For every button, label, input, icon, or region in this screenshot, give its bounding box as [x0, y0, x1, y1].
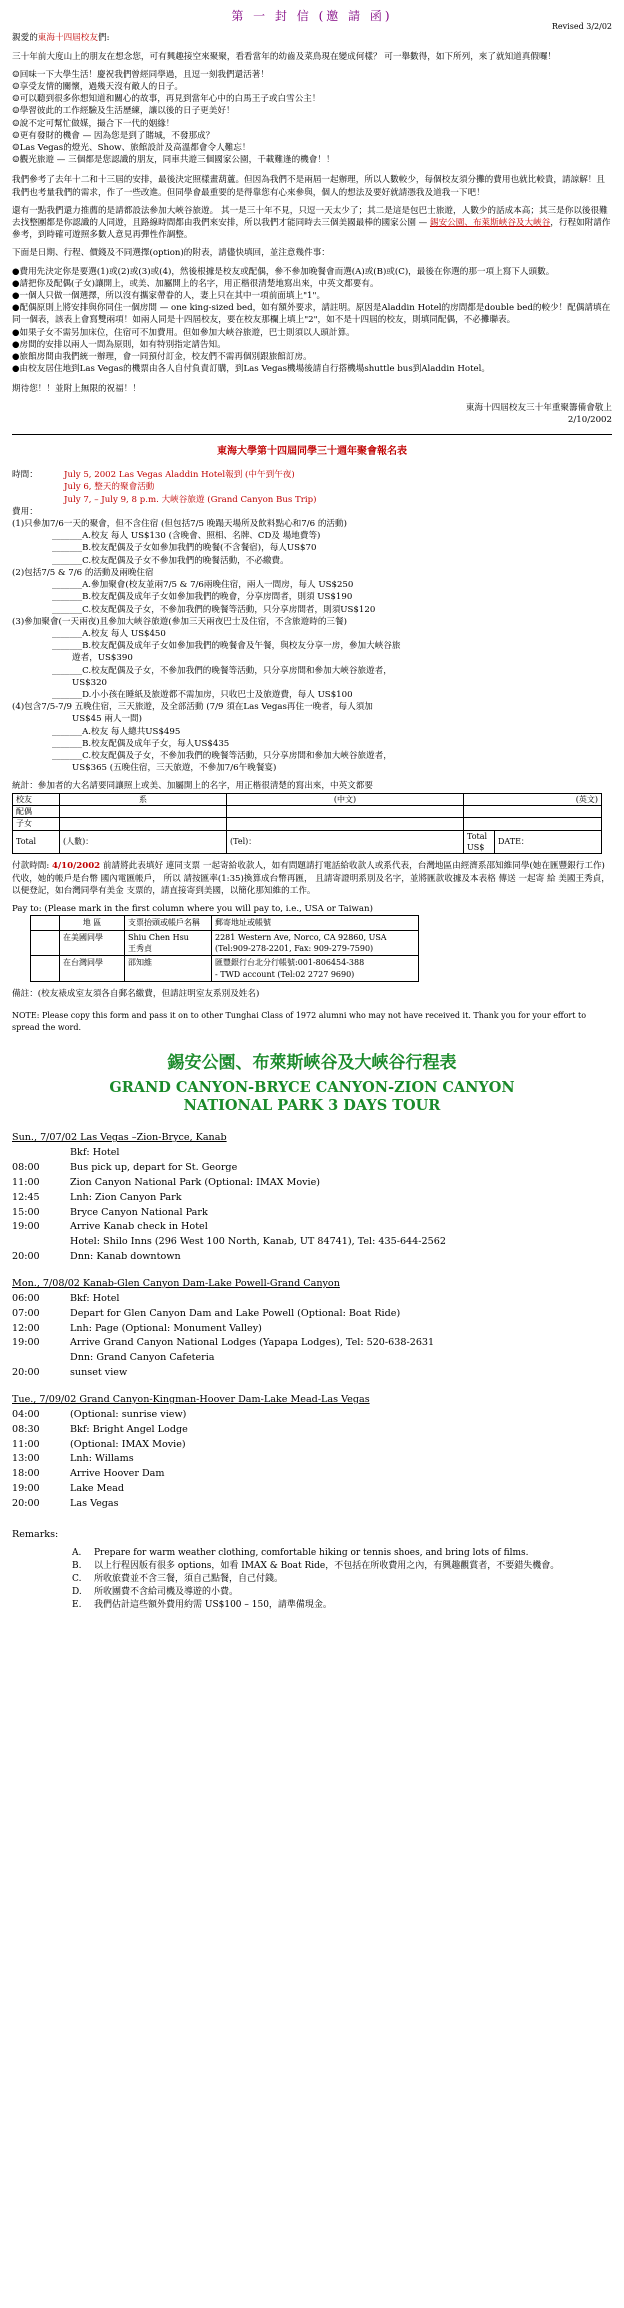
- payto-check-taiwan[interactable]: [31, 956, 60, 982]
- itinerary-row: [12, 1161, 612, 1176]
- itinerary-time: 06:00: [12, 1292, 40, 1304]
- table-cell: Shiu Chen Hsu 王秀貞: [125, 930, 212, 956]
- list-item: ☺說不定可幫忙做媒，撮合下一代的姻緣！: [12, 118, 175, 129]
- remark-item: [72, 1547, 612, 1560]
- itinerary-time: 11:00: [12, 1176, 40, 1188]
- table-cell: 配偶: [13, 805, 60, 817]
- remark-key: B.: [72, 1561, 82, 1572]
- itinerary-time: 20:00: [12, 1367, 40, 1379]
- list-item: ●旅館房間由我們統一辦理，會一同預付訂金，校友們不需再個別跟旅館訂房。: [12, 352, 312, 363]
- itinerary-activity: (Optional: sunrise view): [70, 1408, 187, 1420]
- itinerary-time: 19:00: [12, 1337, 40, 1349]
- paragraph-3-post: ，行程如附請作參考，到時確可遊照多數人意見再彈性作調整。: [12, 218, 611, 241]
- itinerary-activity: Bkf: Hotel: [70, 1292, 120, 1304]
- itinerary-activity: Lnh: Zion Canyon Park: [70, 1191, 182, 1203]
- itinerary-activity: Lnh: Willams: [70, 1453, 134, 1465]
- itinerary-row: [12, 1423, 612, 1438]
- page-title: 第 一 封 信 (邀 請 函): [231, 9, 393, 23]
- fee-line: _______A.校友 每人總共US$495: [52, 726, 181, 737]
- table-cell: [31, 916, 60, 930]
- note: NOTE: Please copy this form and pass it on to other Tunghai Class of 1972 alumni who may not have received it. Thank you for your effort to spread the word.: [12, 1011, 587, 1032]
- remarks-label: Remarks:: [12, 1528, 59, 1540]
- fee-list: [12, 518, 612, 774]
- remark-item: [72, 1586, 612, 1599]
- fee-line: _______B.校友配偶及成年子女如參加我們的晚餐會及午餐，與校友分享一房，參加大峽谷旅: [52, 641, 401, 652]
- list-item: ☺可以聽到很多你想知道和關心的故事，再見到當年心中的白馬王子或白雪公主！: [12, 94, 321, 105]
- list-item: ●配偶原則上將安排與你同住一個房間 — one king-sized bed，如有額外要求，請註明。原因是Aladdin Hotel的房間都是double bed的較少！配偶請填在同一個表，該表上會寫雙兩項！如兩人同是十四屆校友，要在校友那欄上填上"2"，如不是十四屆的校友，則填同配偶，不必攤聯表。: [12, 303, 611, 326]
- day-header: Tue., 7/09/02 Grand Canyon-Kingman-Hoover Dam-Lake Mead-Las Vegas: [12, 1394, 370, 1405]
- itinerary-activity: (Optional: IMAX Movie): [70, 1438, 186, 1450]
- itinerary: [12, 1131, 612, 1512]
- remark-text: 我們估計這些額外費用約需 US$100 – 150，請準備現金。: [94, 1599, 332, 1610]
- itinerary-time: [12, 1146, 70, 1161]
- itinerary-time: [12, 1351, 70, 1366]
- payto-label: Pay to: (Please mark in the first column where you will pay to, i.e., USA or Taiwan): [12, 903, 373, 914]
- list-item: ●由校友居住地到Las Vegas的機票由各人自付負責訂購，到Las Vegas機場後請自行搭機場shuttle bus到Aladdin Hotel。: [12, 364, 490, 375]
- itinerary-activity: Bkf: Hotel: [70, 1147, 120, 1159]
- fee-line: _______D.小小孩在睡紙及旅遊都不需加房，只收巴士及旅遊費，每人 US$100: [52, 689, 353, 700]
- itinerary-time: 04:00: [12, 1408, 40, 1420]
- itinerary-activity: Bkf: Bright Angel Lodge: [70, 1423, 188, 1435]
- list-item: ●費用先決定你是要選(1)或(2)或(3)或(4)，然後根據是校友或配偶，參不參加晚餐會而選(A)或(B)或(C)，最後在你選的那一項上寫下人頭數。: [12, 266, 555, 277]
- fee-line: _______B.校友配偶及成年子女，每人US$435: [52, 738, 230, 749]
- paragraph-4: 下面是日期、行程、價錢及不同選擇(option)的附表，請儘快填回，並注意幾件事：: [12, 248, 330, 259]
- fee-line: _______C.校友配偶及子女，不參加我們的晚餐等活動，只分享房間者，則須US$120: [52, 604, 376, 615]
- table-cell: 地 區: [60, 916, 125, 930]
- closing: 期待您！！並附上無限的祝福！！: [12, 384, 141, 395]
- itinerary-row: [12, 1336, 612, 1351]
- table-cell: 匯豐銀行台北分行帳號:001-806454-388 - TWD account (Tel:02 2727 9690): [212, 956, 419, 982]
- itinerary-row: [12, 1307, 612, 1322]
- itinerary-time: 15:00: [12, 1206, 40, 1218]
- fee-line: US$365 (五晚住宿，三天旅遊，不參加7/6午晚餐宴): [72, 763, 277, 774]
- fee-line: _______C.校友配偶及子女，不參加我們的晚餐等活動，只分享房間和參加大峽谷旅遊者，: [52, 750, 392, 761]
- table-cell[interactable]: (Tel)：: [227, 830, 464, 854]
- fee-line: US$320: [72, 677, 108, 688]
- intro-paragraph: 三十年前大度山上的朋友在想念您，可有興趣接空來聚聚，看看當年的幼齒及菜鳥現在變成何樣？ 可一舉數得，如下所列，來了就知道真假囉！: [12, 51, 557, 62]
- itinerary-activity: Lake Mead: [70, 1483, 124, 1495]
- itinerary-day: [12, 1393, 612, 1512]
- tour-title-chinese: 錫安公園、布萊斯峽谷及大峽谷行程表: [167, 1052, 457, 1073]
- tour-title-english-1: GRAND CANYON-BRYCE CANYON-ZION CANYON: [109, 1079, 515, 1096]
- payto-table: [30, 915, 419, 982]
- itinerary-time: 11:00: [12, 1438, 40, 1450]
- list-item: ☺更有發財的機會 — 因為您是到了賭城，不發那成？: [12, 130, 215, 141]
- payment-post: 前請將此表填好 連同支票 一起寄給收款人，如有問題請打電話給收款人或系代表，台灣地區由經濟系邵知維同學(她在匯豐銀行工作)代收，她的帳戶是台幣 國內電匯帳戶， 所以 請按匯率(1:35)換算成台幣再匯， 且請寄證明系別及名字，並將匯款收據及本表格 傳送 一起寄 給 美國王秀貞，以便登記，如台灣同學有美金 支票的，請直接寄到美國，以簡化那知維的工作。: [12, 861, 610, 896]
- itinerary-activity: Arrive Hoover Dam: [70, 1468, 165, 1480]
- tour-title-english-2: NATIONAL PARK 3 DAYS TOUR: [183, 1097, 441, 1115]
- itinerary-time: 08:00: [12, 1161, 40, 1173]
- time-label: 時間：: [12, 470, 38, 481]
- remark-text: Prepare for warm weather clothing, comfortable hiking or tennis shoes, and bring lots of films.: [94, 1548, 529, 1559]
- itinerary-activity: Dnn: Kanab downtown: [70, 1251, 181, 1263]
- table-cell[interactable]: [60, 805, 227, 817]
- list-item: ●房間的安排以兩人一間為原則，如有特別指定請告知。: [12, 339, 226, 350]
- itinerary-row: [12, 1220, 612, 1235]
- remark-item: [72, 1560, 612, 1573]
- itinerary-time: 20:00: [12, 1498, 40, 1510]
- remark-text: 所收團費不含給司機及導遊的小費。: [94, 1586, 239, 1597]
- itinerary-activity: Arrive Kanab check in Hotel: [70, 1221, 208, 1233]
- paragraph-3-pre: 還有一點我們還力推薦的是請都設法參加大峽谷旅遊。 其一是三十年不見，只逗一天太少了；其二是這是包巴士旅遊，人數少的話成本高；其三是你以後很難去找整團都是你認識的人同遊，且路線時間都由我們來安排，所以我們才能同時去三個美國最棒的國家公園 —: [12, 205, 608, 229]
- bullet-list: [12, 69, 612, 167]
- itinerary-row: [12, 1438, 612, 1453]
- itinerary-time: 18:00: [12, 1468, 40, 1480]
- fee-line: _______A.參加聚會(校友並兩7/5 & 7/6兩晚住宿，兩人一間房，每人 US$250: [52, 580, 354, 591]
- table-cell: 郵寄地址或帳號: [212, 916, 419, 930]
- itinerary-row: [12, 1146, 612, 1161]
- itinerary-activity: Las Vegas: [70, 1498, 119, 1510]
- itinerary-activity: Zion Canyon National Park (Optional: IMAX Movie): [70, 1176, 321, 1188]
- remark-text: 所收旅費並不含三餐，須自己點餐，自己付錢。: [94, 1574, 284, 1585]
- table-cell[interactable]: [60, 818, 227, 830]
- remark-text: 以上行程因版有很多 options，如看 IMAX & Boat Ride，不包括在所收費用之內，有興趣觀賞者，不要錯失機會。: [94, 1561, 560, 1572]
- stats-note: 統計：參加者的大名請要同讓照上或美、加屬開上的名字，用正楷很清楚的寫出來，中英文都要: [12, 781, 373, 792]
- table-cell: 在美國同學: [60, 930, 125, 956]
- fee-line: _______A.校友 每人 US$130 (含晚會、照相、名牌、CD及 場地費等): [52, 531, 321, 542]
- greeting-name: 東海十四屆校友: [37, 33, 98, 44]
- remark-item: [72, 1599, 612, 1612]
- table-cell: 系: [60, 793, 227, 805]
- payment-paragraph: [12, 860, 612, 897]
- table-row: [13, 830, 602, 854]
- list-item: ☺回味一下大學生活！慶祝我們曾經同學過，且逗一刻我們還活著！: [12, 69, 269, 80]
- itinerary-day: [12, 1131, 612, 1265]
- signature-date: 2/10/2002: [567, 414, 612, 425]
- itinerary-row: [12, 1467, 612, 1482]
- table-cell[interactable]: DATE：: [495, 830, 602, 854]
- itinerary-time: 12:45: [12, 1191, 40, 1203]
- payment-deadline: 4/10/2002: [52, 861, 101, 872]
- table-cell: 在台灣同學: [60, 956, 125, 982]
- table-cell: 邵知維: [125, 956, 212, 982]
- payto-check-usa[interactable]: [31, 930, 60, 956]
- remark-key: D.: [72, 1586, 82, 1597]
- itinerary-time: 13:00: [12, 1453, 40, 1465]
- itinerary-time: 08:30: [12, 1423, 40, 1435]
- table-cell: 校友: [13, 793, 60, 805]
- table-row: [13, 818, 602, 830]
- payment-pre: 付款時間:: [12, 861, 53, 872]
- table-row: [31, 930, 419, 956]
- table-cell: 2281 Western Ave, Norco, CA 92860, USA (Tel:909-278-2201, Fax: 909-279-7590): [212, 930, 419, 956]
- itinerary-row: [12, 1322, 612, 1337]
- revision-date: Revised 3/2/02: [551, 22, 612, 32]
- signature: 東海十四屆校友三十年重聚籌備會敬上: [465, 402, 612, 413]
- time-line: July 6, 整天的聚會活動: [64, 482, 155, 493]
- itinerary-time: 19:00: [12, 1221, 40, 1233]
- list-item: ☺觀光旅遊 — 三個都是您認識的朋友，同車共遊三個國家公園，千載難逢的機會！！: [12, 155, 335, 166]
- table-row: [31, 956, 419, 982]
- itinerary-row: [12, 1176, 612, 1191]
- list-item: ●如果子女不需另加床位，住宿可不加費用。但如參加大峽谷旅遊，巴士則須以人頭計算。: [12, 327, 355, 338]
- table-cell[interactable]: [227, 818, 464, 830]
- remark-key: A.: [72, 1548, 82, 1559]
- document-page: [4, 0, 620, 1611]
- remarks-list: [12, 1547, 612, 1611]
- itinerary-time: 19:00: [12, 1483, 40, 1495]
- itinerary-row: [12, 1408, 612, 1423]
- table-cell[interactable]: Total US$: [464, 830, 495, 854]
- table-cell: Total: [13, 830, 60, 854]
- table-cell: 支票抬頭或帳戶名稱: [125, 916, 212, 930]
- time-line: July 7, – July 9, 8 p.m. 大峽谷旅遊 (Grand Canyon Bus Trip): [64, 494, 317, 505]
- fee-label: 費用：: [12, 506, 38, 517]
- fee-line: _______A.校友 每人 US$450: [52, 628, 166, 639]
- itinerary-row: [12, 1497, 612, 1512]
- itinerary-activity: Hotel: Shilo Inns (296 West 100 North, Kanab, UT 84741), Tel: 435-644-2562: [70, 1236, 446, 1248]
- itinerary-activity: Depart for Glen Canyon Dam and Lake Powell (Optional: Boat Ride): [70, 1307, 401, 1319]
- time-section: [12, 469, 612, 506]
- itinerary-row: [12, 1250, 612, 1265]
- itinerary-time: 12:00: [12, 1322, 40, 1334]
- itinerary-row: [12, 1292, 612, 1307]
- fee-line: (2)包括7/5 & 7/6 的活動及兩晚住宿: [12, 567, 154, 578]
- itinerary-activity: Dnn: Grand Canyon Cafeteria: [70, 1352, 215, 1364]
- stats-table: [12, 793, 602, 855]
- itinerary-row: [12, 1206, 612, 1221]
- fee-line: _______B.校友配偶及子女如參加我們的晚餐(不含餐宿)，每人US$70: [52, 543, 317, 554]
- itinerary-activity: sunset view: [70, 1367, 128, 1379]
- fee-line: _______C.校友配偶及子女不參加我們的晚餐活動，不必繳費。: [52, 555, 289, 566]
- itinerary-row: [12, 1452, 612, 1467]
- time-lines: [64, 469, 316, 506]
- itinerary-day: [12, 1277, 612, 1381]
- form-title: 東海大學第十四屆同學三十週年聚會報名表: [217, 446, 407, 458]
- itinerary-row: [12, 1366, 612, 1381]
- list-item: ☺學習彼此的工作經驗及生活歷練，讓以後的日子更美好！: [12, 106, 235, 117]
- itinerary-time: 07:00: [12, 1307, 40, 1319]
- day-header: Sun., 7/07/02 Las Vegas –Zion-Bryce, Kanab: [12, 1132, 227, 1144]
- itinerary-activity: Bus pick up, depart for St. George: [70, 1161, 238, 1173]
- remark: 備註：(校友裱成室友須各自郵名繳費，但請註明室友系別及姓名): [12, 988, 260, 999]
- itinerary-time: 20:00: [12, 1251, 40, 1263]
- fee-line: _______C.校友配偶及子女，不參加我們的晚餐等活動，只分享房間和參加大峽谷旅遊者，: [52, 665, 392, 676]
- table-row: [13, 805, 602, 817]
- fee-line: (3)參加聚會(一天兩夜)且參加大峽谷旅遊(參加三天兩夜巴士及住宿，不含旅遊時的三餐): [12, 616, 347, 627]
- itinerary-activity: Lnh: Page (Optional: Monument Valley): [70, 1322, 262, 1334]
- paragraph-3: [12, 205, 612, 242]
- table-cell: (中文): [227, 793, 464, 805]
- itinerary-row: [12, 1351, 612, 1366]
- day-header: Mon., 7/08/02 Kanab-Glen Canyon Dam-Lake Powell-Grand Canyon: [12, 1277, 340, 1289]
- fee-line: _______B.校友配偶及成年子女如參加我們的晚會，分享房間者，則須 US$190: [52, 592, 353, 603]
- itinerary-activity: Bryce Canyon National Park: [70, 1206, 208, 1218]
- itinerary-row: [12, 1482, 612, 1497]
- table-cell: 子女: [13, 818, 60, 830]
- parks-link[interactable]: 錫安公園、布萊斯峽谷及大峽谷: [429, 218, 551, 229]
- list-item: ☺享受友情的關懷，過幾天沒有敵人的日子。: [12, 82, 183, 92]
- itinerary-row: [12, 1235, 612, 1250]
- itinerary-activity: Arrive Grand Canyon National Lodges (Yapapa Lodges), Tel: 520-638-2631: [70, 1337, 435, 1349]
- itinerary-time: [12, 1235, 70, 1250]
- remark-item: [72, 1573, 612, 1586]
- greeting-post: 們:: [97, 33, 110, 44]
- divider: [12, 434, 612, 435]
- remark-key: C.: [72, 1574, 82, 1585]
- table-cell: (英文): [464, 793, 602, 805]
- greeting-pre: 親愛的: [12, 33, 38, 44]
- table-row: [31, 916, 419, 930]
- table-cell[interactable]: [464, 805, 602, 817]
- fee-line: (4)包含7/5-7/9 五晚住宿，三天旅遊，及全部活動 (7/9 須在Las Vegas再住一晚者，每人須加: [12, 702, 373, 713]
- itinerary-row: [12, 1191, 612, 1206]
- table-cell[interactable]: [227, 805, 464, 817]
- list-item: ●請把你及配偶(子女)讓開上，或美、加屬開上的名字，用正楷很清楚地寫出來，中英文都要有。: [12, 278, 379, 289]
- list-item: ☺Las Vegas的燈光、Show、旅館設計及高溫都會令人難忘！: [12, 143, 251, 154]
- remark-key: E.: [72, 1599, 82, 1610]
- table-row: [13, 793, 602, 805]
- fee-line: 遊者，US$390: [72, 653, 133, 664]
- time-line: July 5, 2002 Las Vegas Aladdin Hotel報到 (中午到午夜): [64, 470, 295, 481]
- greeting: [12, 32, 612, 44]
- fee-line: (1)只參加7/6一天的聚會，但不含住宿 (但包括7/5 晚蹋天場所及飲料點心和7/6 的活動): [12, 519, 347, 530]
- table-cell[interactable]: [464, 818, 602, 830]
- table-cell[interactable]: (人數)：: [60, 830, 227, 854]
- list-item: ●一個人只做一個選擇，所以沒有攜家帶眷的人，妻上只在其中一項前面填上"1"。: [12, 291, 326, 302]
- fee-line: US$45 兩人一間): [72, 714, 142, 725]
- remarks-section: [12, 1528, 612, 1611]
- paragraph-2: 我們參考了去年十二和十三屆的安排，最後決定照樣畫葫蘆。但因為我們不是兩屆一起辦理，所以人數較少，每個校友須分攤的費用也就比較貴，請諒解！且我們也考量我們的需求，作了一些改進。但同學會最重要的是得靠您有心來參與，個人的想法及要好就請憑我及道我一下吧！: [12, 175, 605, 198]
- rules-list: [12, 266, 612, 376]
